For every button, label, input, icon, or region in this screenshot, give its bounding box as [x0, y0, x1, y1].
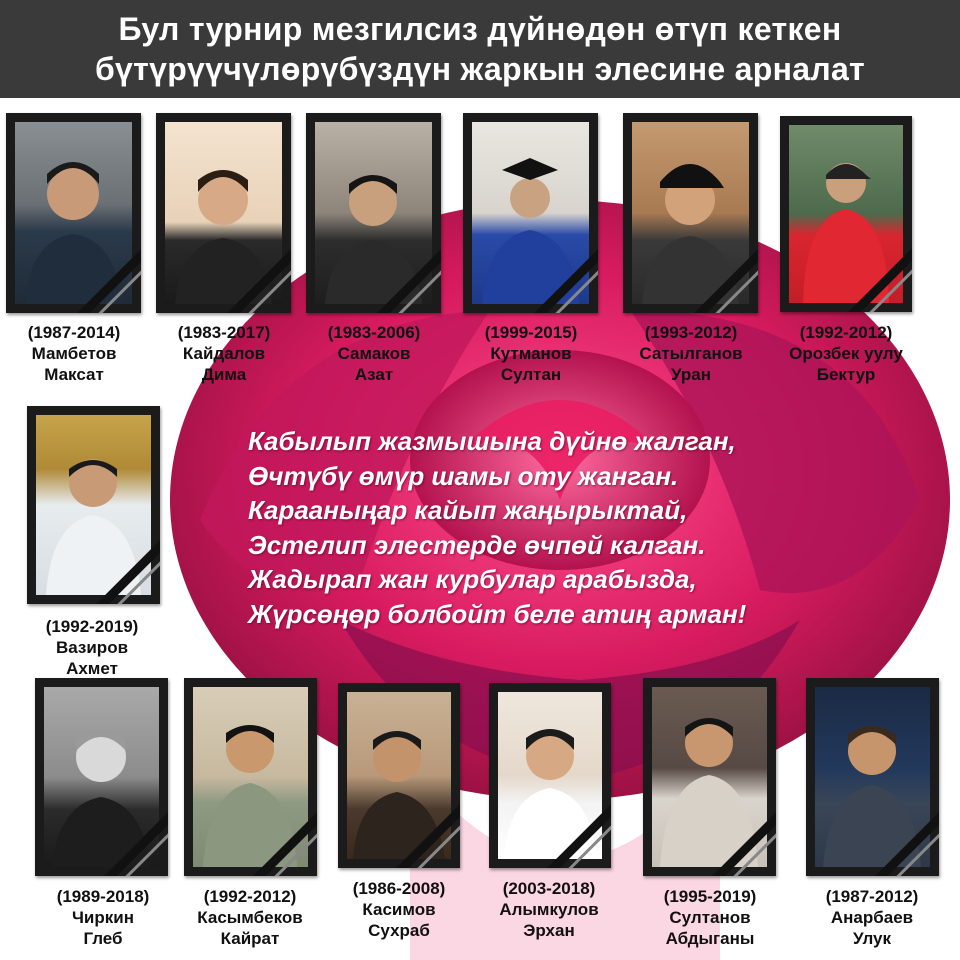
mourning-ribbon — [541, 798, 611, 868]
person-caption — [149, 322, 299, 385]
person-caption — [324, 878, 474, 941]
surname: Султанов — [669, 908, 751, 927]
poem-line: Жадырап жан курбулар арабызда, — [248, 564, 697, 594]
given-name: Эрхан — [523, 921, 575, 940]
poem-line: Карааныңар кайып жаңырыктай, — [248, 495, 688, 525]
life-years: (1992-2012) — [799, 323, 893, 342]
poem-line: Эстелип элестерде өчпөй калган. — [248, 529, 706, 560]
given-name: Ахмет — [66, 659, 118, 678]
life-years: (1992-2019) — [45, 617, 139, 636]
life-years: (1983-2006) — [327, 323, 421, 342]
life-years: (1983-2017) — [177, 323, 271, 342]
person-caption — [797, 886, 947, 949]
surname: Кутманов — [490, 344, 572, 363]
portrait-frame — [35, 678, 168, 876]
surname: Анарбаев — [830, 908, 914, 927]
given-name: Глеб — [83, 929, 123, 948]
title-banner — [0, 0, 960, 98]
given-name: Азат — [354, 365, 394, 384]
mourning-ribbon — [706, 806, 776, 876]
life-years: (1992-2012) — [203, 887, 297, 906]
surname: Касимов — [362, 900, 436, 919]
mourning-ribbon — [688, 243, 758, 313]
portrait-frame — [6, 113, 141, 313]
title-line-1: Бул турнир мезгилсиз дүйнөдөн өтүп кеткен — [118, 11, 842, 47]
life-years: (1986-2008) — [352, 879, 446, 898]
poem-line: Жүрсөңөр болбойт беле атиң арман! — [248, 598, 747, 629]
portrait-frame — [780, 116, 912, 312]
person-caption — [635, 886, 785, 949]
mourning-ribbon — [371, 243, 441, 313]
portrait-frame — [27, 406, 160, 604]
title-line-2: бүтүрүүчүлөрүбүздүн жаркын элесине арналат — [94, 51, 866, 87]
surname: Вазиров — [55, 638, 129, 657]
given-name: Сухраб — [368, 921, 430, 940]
life-years: (1987-2012) — [825, 887, 919, 906]
person-caption — [771, 322, 921, 385]
given-name: Уран — [670, 365, 712, 384]
mourning-ribbon — [247, 806, 317, 876]
given-name: Максат — [44, 365, 104, 384]
person-caption — [175, 886, 325, 949]
person-caption — [456, 322, 606, 385]
surname: Мамбетов — [31, 344, 117, 363]
person-caption — [17, 616, 167, 679]
portrait-frame — [463, 113, 598, 313]
life-years: (1999-2015) — [484, 323, 578, 342]
portrait-frame — [643, 678, 776, 876]
person-caption — [0, 322, 149, 385]
surname: Самаков — [337, 344, 411, 363]
surname: Орозбек уулу — [789, 344, 903, 363]
life-years: (1987-2014) — [27, 323, 121, 342]
mourning-ribbon — [842, 242, 912, 312]
surname: Сатылганов — [639, 344, 743, 363]
mourning-ribbon — [869, 806, 939, 876]
given-name: Абдыганы — [665, 929, 755, 948]
mourning-ribbon — [98, 806, 168, 876]
surname: Касымбеков — [197, 908, 303, 927]
mourning-ribbon — [390, 798, 460, 868]
surname: Алымкулов — [499, 900, 599, 919]
poem-line: Өчтүбү өмүр шамы оту жанган. — [248, 460, 679, 491]
person-caption — [299, 322, 449, 385]
given-name: Дима — [201, 365, 247, 384]
surname: Кайдалов — [182, 344, 266, 363]
portrait-frame — [306, 113, 441, 313]
memorial-poem — [248, 424, 908, 631]
portrait-frame — [623, 113, 758, 313]
given-name: Улук — [852, 929, 892, 948]
mourning-ribbon — [71, 243, 141, 313]
portrait-frame — [489, 683, 611, 868]
portrait-frame — [806, 678, 939, 876]
poem-line: Кабылып жазмышына дүйнө жалган, — [248, 426, 736, 456]
portrait-frame — [156, 113, 291, 313]
person-caption — [474, 878, 624, 941]
life-years: (2003-2018) — [502, 879, 596, 898]
mourning-ribbon — [528, 243, 598, 313]
mourning-ribbon — [90, 534, 160, 604]
life-years: (1989-2018) — [56, 887, 150, 906]
given-name: Султан — [500, 365, 562, 384]
life-years: (1995-2019) — [663, 887, 757, 906]
given-name: Кайрат — [220, 929, 280, 948]
person-caption — [28, 886, 178, 949]
person-caption — [616, 322, 766, 385]
mourning-ribbon — [221, 243, 291, 313]
given-name: Бектур — [816, 365, 876, 384]
surname: Чиркин — [71, 908, 134, 927]
portrait-frame — [184, 678, 317, 876]
life-years: (1993-2012) — [644, 323, 738, 342]
portrait-frame — [338, 683, 460, 868]
